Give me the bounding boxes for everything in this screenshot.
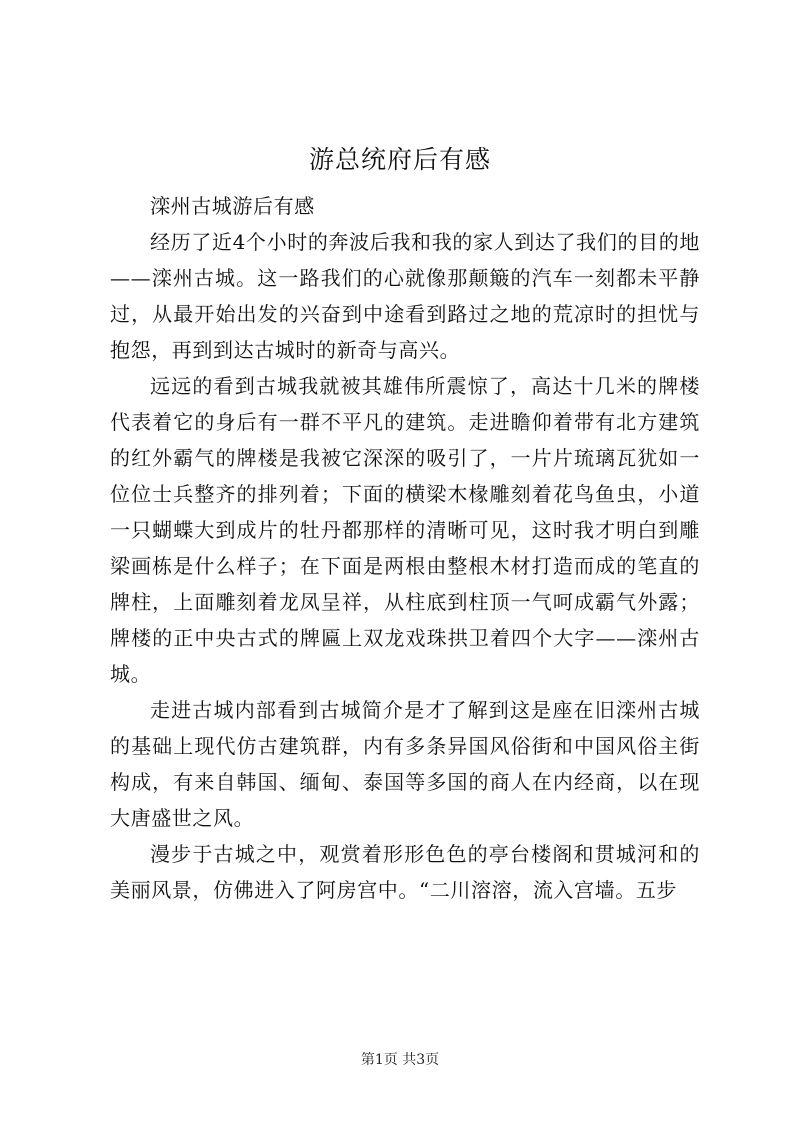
- paragraph-4: 漫步于古城之中，观赏着形形色色的亭台楼阁和贯城河和的美丽风景，仿佛进入了阿房宫中。“二川溶溶，流入宫墙。五步: [110, 842, 700, 902]
- document-title: 游总统府后有感: [308, 145, 491, 174]
- paragraph-2: 远远的看到古城我就被其雄伟所震惊了，高达十几米的牌楼代表着它的身后有一群不平凡的建筑。走进瞻仰着带有北方建筑的红外霸气的牌楼是我被它深深的吸引了，一片片琉璃瓦犹如一位位士兵整齐的排列着；下面的横梁木椽雕刻着花鸟鱼虫，小道一只蝴蝶大到成片的牡丹都那样的清晰可见，这时我才明白到雕梁画栋是什么样子；在下面是两根由整根木材打造而成的笔直的牌柱，上面雕刻着龙凤呈祥，从柱底到柱顶一气呵成霸气外露；牌楼的正中央古式的牌匾上双龙戏珠拱卫着四个大字——滦州古城。: [110, 374, 700, 686]
- paragraph-3: 走进古城内部看到古城简介是才了解到这是座在旧滦州古城的基础上现代仿古建筑群，内有多条异国风俗街和中国风俗主街构成，有来自韩国、缅甸、泰国等多国的商人在内经商，以在现大唐盛世之风。: [110, 698, 700, 830]
- document-body: [110, 188, 700, 908]
- paragraph-1: 经历了近4个小时的奔波后我和我的家人到达了我们的目的地——滦州古城。这一路我们的心就像那颠簸的汽车一刻都未平静过，从最开始出发的兴奋到中途看到路过之地的荒凉时的担忧与抱怨，再到到达古城时的新奇与高兴。: [110, 230, 700, 362]
- paragraph-subtitle: 滦州古城游后有感: [150, 194, 315, 218]
- page-footer: 第1页 共3页: [360, 1052, 440, 1068]
